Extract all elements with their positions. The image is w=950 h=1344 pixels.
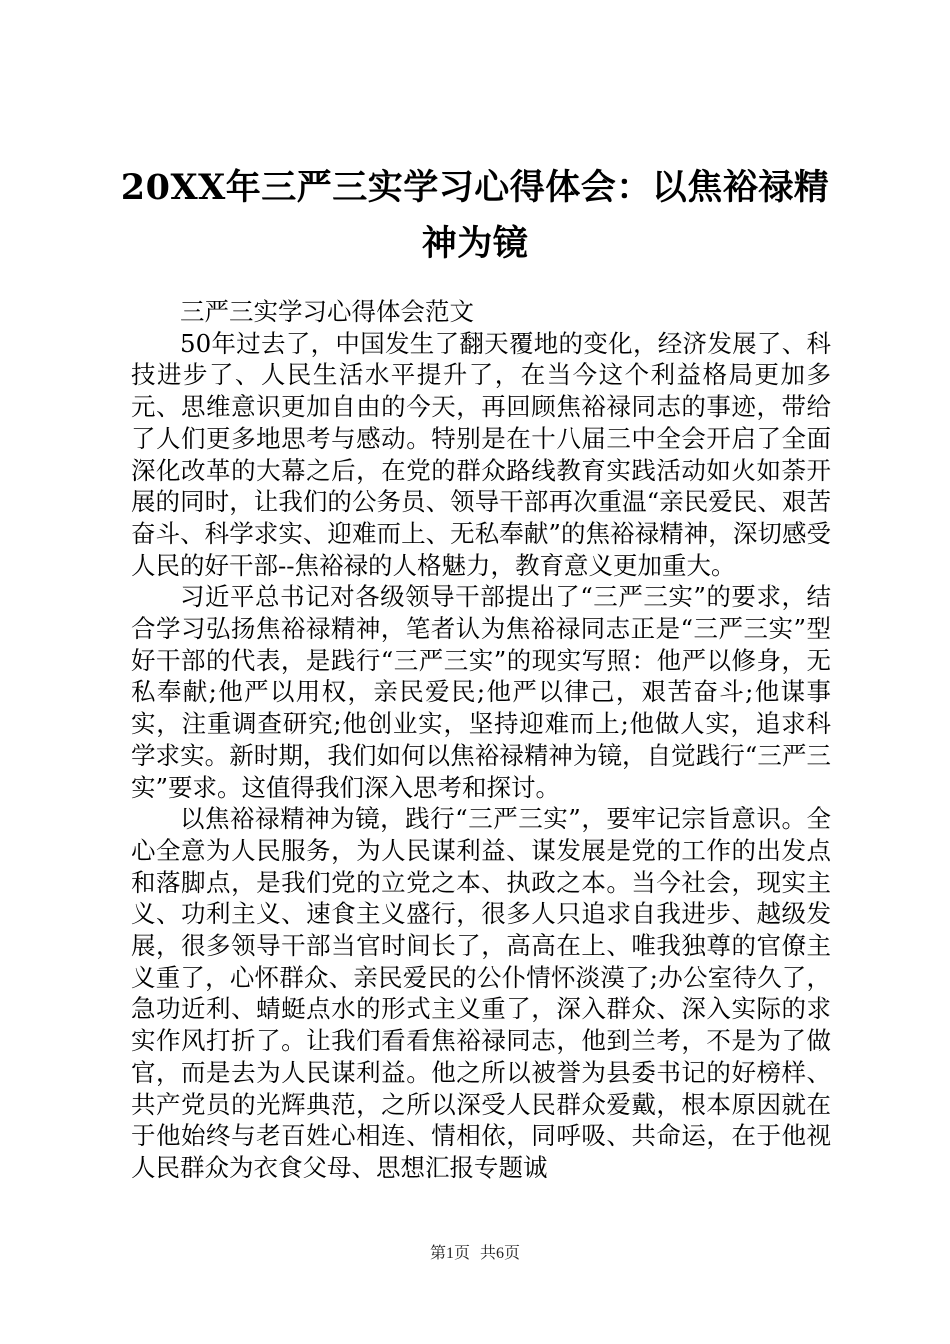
body-paragraph: 以焦裕禄精神为镜，践行“三严三实”，要牢记宗旨意识。全心全意为人民服务，为人民谋利益、谋发展是党的工作的出发点和落脚点，是我们党的立党之本、执政之本。当今社会，现实主义、功利主义、速食主义盛行，很多人只追求自我进步、越级发展，很多领导干部当官时间长了，高高在上、唯我独尊的官僚主义重了，心怀群众、亲民爱民的公仆情怀淡漠了;办公室待久了，急功近利、蜻蜓点水的形式主义重了，深入群众、深入实际的求实作风打折了。让我们看看焦裕禄同志，他到兰考，不是为了做官，而是去为人民谋利益。他之所以被誉为县委书记的好榜样、共产党员的光辉典范，之所以深受人民群众爱戴，根本原因就在于他始终与老百姓心相连、情相依，同呼吸、共命运，在于他视人民群众为衣食父母、思想汇报专题诚 [131, 804, 831, 1182]
body-paragraph: 习近平总书记对各级领导干部提出了“三严三实”的要求，结合学习弘扬焦裕禄精神，笔者认为焦裕禄同志正是“三严三实”型好干部的代表，是践行“三严三实”的现实写照：他严以修身，无私奉献;他严以用权，亲民爱民;他严以律己，艰苦奋斗;他谋事实，注重调查研究;他创业实，坚持迎难而上;他做人实，追求科学求实。新时期，我们如何以焦裕禄精神为镜，自觉践行“三严三实”要求。这值得我们深入思考和探讨。 [131, 582, 831, 802]
body-paragraph: 50年过去了，中国发生了翻天覆地的变化，经济发展了、科技进步了、人民生活水平提升了，在当今这个利益格局更加多元、思维意识更加自由的今天，再回顾焦裕禄同志的事迹，带给了人们更多地思考与感动。特别是在十八届三中全会开启了全面深化改革的大幕之后，在党的群众路线教育实践活动如火如荼开展的同时，让我们的公务员、领导干部再次重温“亲民爱民、艰苦奋斗、科学求实、迎难而上、无私奉献”的焦裕禄精神，深切感受人民的好干部--焦裕禄的人格魅力，教育意义更加重大。 [131, 328, 831, 580]
document-body [131, 296, 831, 1184]
document-title: 20XX年三严三实学习心得体会：以焦裕禄精神为镜 [120, 167, 830, 264]
page-total: 共6页 [480, 1245, 521, 1262]
document-subtitle: 三严三实学习心得体会范文 [180, 297, 474, 326]
page-number: 第1页 [429, 1245, 470, 1262]
page-footer [0, 1240, 950, 1263]
